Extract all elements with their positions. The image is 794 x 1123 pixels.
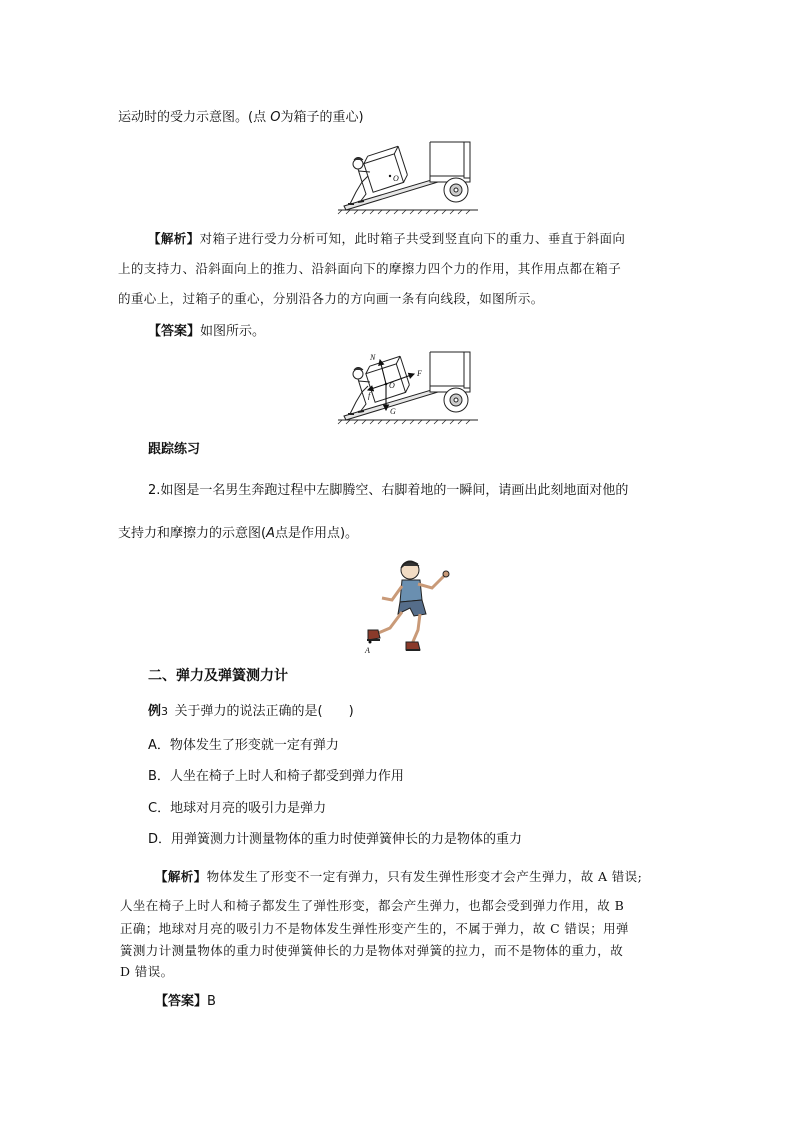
- force-n-label: N: [370, 353, 376, 362]
- analysis1-line1: [148, 229, 625, 248]
- option-a: A．物体发生了形变就一定有弹力: [148, 738, 339, 753]
- q2-line2: [118, 525, 358, 543]
- analysis3-line3: 正确；地球对月亮的吸引力不是物体发生弹性形变产生的，不属于弹力，故 C 错误；用弹: [120, 921, 629, 936]
- section2-title: 二、弹力及弹簧测力计: [148, 668, 288, 684]
- force-g-label: G: [390, 407, 396, 416]
- analysis1-tag: 【解析】: [148, 231, 200, 246]
- example3-stem: [148, 703, 354, 721]
- force-f-label: F: [417, 369, 422, 378]
- answer1: [148, 323, 265, 341]
- analysis3-line1: [155, 867, 642, 886]
- intro-point-label: O: [270, 110, 281, 125]
- answer3-text: B: [207, 994, 216, 1009]
- example3-text: 关于弹力的说法正确的是( ): [174, 704, 354, 719]
- option-c: C．地球对月亮的吸引力是弹力: [148, 801, 327, 816]
- q2-point: A: [266, 526, 275, 541]
- answer3-tag: 【答案】: [155, 994, 208, 1009]
- analysis3-tag: 【解析】: [155, 869, 207, 884]
- analysis3-line5: D 错误。: [120, 964, 174, 979]
- friction-f-label: f: [368, 391, 371, 400]
- analysis1-line3: 的重心上，过箱子的重心，分别沿各力的方向画一条有向线段，如图所示。: [118, 291, 544, 306]
- figure-running-boy: [362, 556, 454, 658]
- figure3-a-label: A: [365, 646, 370, 655]
- tracking-title: 跟踪练习: [148, 442, 201, 457]
- option-b: B．人坐在椅子上时人和椅子都受到弹力作用: [148, 769, 404, 784]
- answer1-text: 如图所示。: [200, 324, 266, 339]
- intro-text-a: 运动时的受力示意图。(点: [118, 110, 271, 125]
- q2-line2-b: 点是作用点)。: [274, 526, 359, 541]
- analysis3-line2: 人坐在椅子上时人和椅子都发生了弹性形变，都会产生弹力，也都会受到弹力作用，故 B: [120, 898, 625, 913]
- analysis3-text1: 物体发生了形变不一定有弹力，只有发生弹性形变才会产生弹力，故 A 错误;: [206, 869, 643, 884]
- option-d: D．用弹簧测力计测量物体的重力时使弹簧伸长的力是物体的重力: [148, 832, 523, 847]
- analysis1-line2: 上的支持力、沿斜面向上的推力、沿斜面向下的摩擦力四个力的作用，其作用点都在箱子: [118, 261, 622, 276]
- intro-line: [118, 109, 364, 127]
- q2-line1: 2.如图是一名男生奔跑过程中左脚腾空、右脚着地的一瞬间，请画出此刻地面对他的: [148, 483, 629, 498]
- intro-text-b: 为箱子的重心): [280, 110, 364, 125]
- example3-tag: 例: [148, 704, 162, 719]
- answer1-tag: 【答案】: [148, 324, 201, 339]
- analysis1-text1: 对箱子进行受力分析可知，此时箱子共受到竖直向下的重力、垂直于斜面向: [199, 231, 626, 246]
- figure1-o-label: O: [393, 174, 399, 183]
- analysis3-line4: 簧测力计测量物体的重力时使弹簧伸长的力是物体对弹簧的拉力，而不是物体的重力，故: [120, 943, 624, 958]
- figure-box-ramp: [338, 138, 478, 214]
- q2-line2-a: 支持力和摩擦力的示意图(: [118, 526, 267, 541]
- center-o-label: O: [389, 381, 395, 390]
- figure-force-diagram: [338, 350, 478, 424]
- answer3: [155, 993, 216, 1011]
- example3-num: 3: [161, 705, 169, 718]
